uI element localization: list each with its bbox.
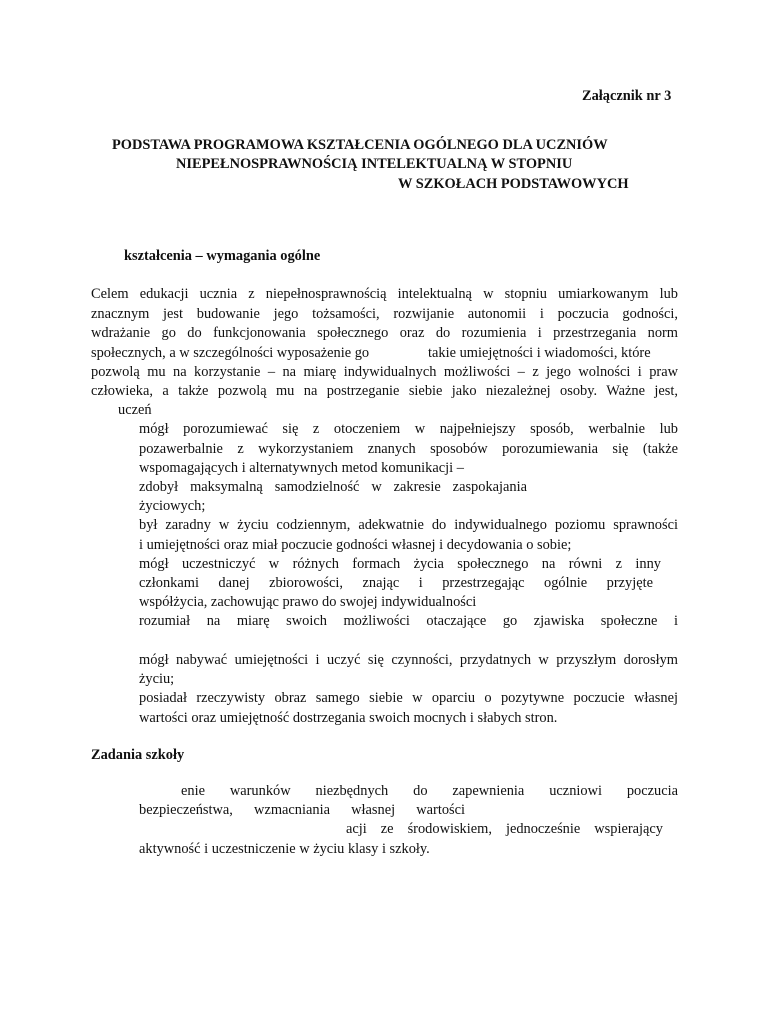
list-item: pozawerbalnie z wykorzystaniem znanych sposobów porozumiewania się (także <box>139 441 678 457</box>
task-line: aktywność i uczestniczenie w życiu klasy i szkoły. <box>139 841 430 857</box>
title-line-2: NIEPEŁNOSPRAWNOŚCIĄ INTELEKTUALNĄ W STOPNIU <box>176 156 573 172</box>
intro-line: społecznych, a w szczególności wyposażenie go <box>91 345 370 361</box>
section-heading-requirements: kształcenia – wymagania ogólne <box>124 248 321 264</box>
task-line: enie warunków niezbędnych do zapewnienia uczniowi poczucia <box>181 783 678 799</box>
list-item: mógł porozumiewać się z otoczeniem w najpełniejszy sposób, werbalnie lub <box>139 421 678 437</box>
list-item: członkami danej zbiorowości, znając i przestrzegając ogólnie przyjęte <box>139 575 653 591</box>
intro-line: człowieka, a także pozwolą mu na postrzeganie siebie jako niezależnej osoby. Ważne jest, <box>91 383 678 399</box>
list-item: współżycia, zachowując prawo do swojej indywidualności <box>139 594 477 610</box>
list-item: życiowych; <box>139 498 206 514</box>
list-item: był zaradny w życiu codziennym, adekwatnie do indywidualnego poziomu sprawności <box>139 517 678 533</box>
list-item: mógł uczestniczyć w różnych formach życia społecznego na równi z inny <box>139 556 661 572</box>
list-item: zdobył maksymalną samodzielność w zakresie zaspokajania <box>139 479 527 495</box>
list-item: posiadał rzeczywisty obraz samego siebie w oparciu o pozytywne poczucie własnej <box>139 690 678 706</box>
task-line: acji ze środowiskiem, jednocześnie wspierający <box>346 821 663 837</box>
task-line: bezpieczeństwa, wzmacniania własnej wartości <box>139 802 465 818</box>
list-item: życiu; <box>139 671 175 687</box>
title-line-1: PODSTAWA PROGRAMOWA KSZTAŁCENIA OGÓLNEGO DLA UCZNIÓW <box>112 137 608 153</box>
section-heading-school-tasks: Zadania szkoły <box>91 747 185 763</box>
intro-line: uczeń <box>118 402 152 418</box>
list-item: mógł nabywać umiejętności i uczyć się czynności, przydatnych w przyszłym dorosłym <box>139 652 678 668</box>
list-item: i umiejętności oraz miał poczucie godności własnej i decydowania o sobie; <box>139 537 572 553</box>
intro-line: wdrażanie go do funkcjonowania społecznego oraz do rozumienia i przestrzegania norm <box>91 325 678 341</box>
intro-line: znacznym jest budowanie jego tożsamości, rozwijanie autonomii i poczucia godności, <box>91 306 678 322</box>
list-item: wartości oraz umiejętność dostrzegania swoich mocnych i słabych stron. <box>139 710 558 726</box>
list-item: wspomagających i alternatywnych metod komunikacji – <box>139 460 464 476</box>
list-item: rozumiał na miarę swoich możliwości otaczające go zjawiska społeczne i <box>139 613 678 629</box>
intro-line: Celem edukacji ucznia z niepełnosprawnością intelektualną w stopniu umiarkowanym lub <box>91 286 678 302</box>
annex-label: Załącznik nr 3 <box>582 88 672 104</box>
intro-line-fragment: takie umiejętności i wiadomości, które <box>428 345 651 361</box>
intro-line: pozwolą mu na korzystanie – na miarę indywidualnych możliwości – z jego wolności i praw <box>91 364 678 380</box>
title-line-3: W SZKOŁACH PODSTAWOWYCH <box>398 176 629 192</box>
